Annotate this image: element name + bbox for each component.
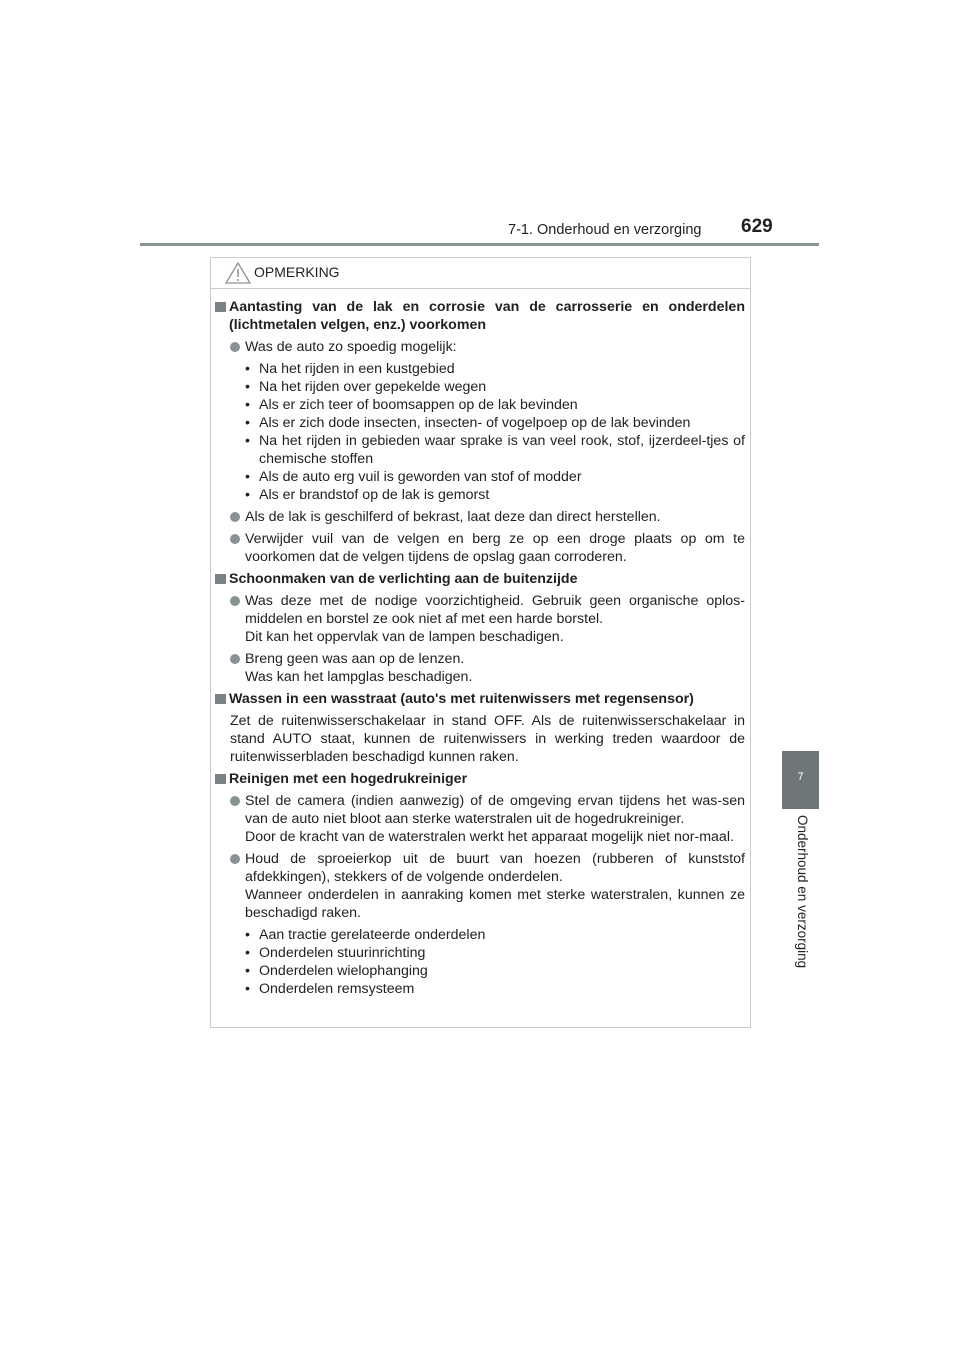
square-bullet-icon [215,574,226,584]
round-bullet-icon [230,342,240,352]
bullet-item: • Als er brandstof op de lak is gemorst [245,487,490,503]
list-item: Stel de camera (indien aanwezig) of de omgeving ervan tijdens het was-sen van de auto niet bloot aan sterke waterstralen uit de hogedrukreiniger. Door de kracht van de waterstralen werkt het apparaat mogelijk niet nor-maal. [230,792,745,846]
list-item: Breng geen was aan op de lenzen. Was kan het lampglas beschadigen. [230,650,745,686]
round-bullet-icon [230,854,240,864]
warning-triangle-icon [225,262,251,284]
bullet-list [245,360,745,504]
chapter-number: 7 [797,771,804,783]
bullet-item: • Onderdelen wielophanging [245,963,428,979]
round-bullet-icon [230,512,240,522]
chapter-label-text: Onderhoud en verzorging [795,815,810,969]
list-item: Verwijder vuil van de velgen en berg ze op een droge plaats op om te voorkomen dat de velgen tijdens de opslag gaan corroderen. [230,530,745,566]
bullet-item: • Als er zich teer of boomsappen op de lak bevinden [245,397,578,413]
bullet-item: • Aan tractie gerelateerde onderdelen [245,927,486,943]
section-heading: Reinigen met een hogedrukreiniger [215,770,745,788]
square-bullet-icon [215,302,226,312]
section-heading: Aantasting van de lak en corrosie van de carrosserie en onderdelen (lichtmetalen velgen, enz.) voorkomen [215,298,745,334]
list-item: Was de auto zo spoedig mogelijk: [230,338,745,356]
list-item: Houd de sproeierkop uit de buurt van hoezen (rubberen of kunststof afdekkingen), stekkers of de volgende onderdelen. Wanneer onderdelen in aanraking komen met sterke waterstralen, kunnen ze beschadigd raken. [230,850,745,922]
bullet-item: • Als er zich dode insecten, insecten- of vogelpoep op de lak bevinden [245,415,691,431]
chapter-label [786,815,816,990]
running-header: 7-1. Onderhoud en verzorging [508,222,702,238]
square-bullet-icon [215,774,226,784]
list-item: Was deze met de nodige voorzichtigheid. Gebruik geen organische oplos-middelen en borstel ze ook niet af met een harde borstel. Dit kan het oppervlak van de lampen beschadigen. [230,592,745,646]
header-divider [140,243,819,246]
bullet-item: • Na het rijden over gepekelde wegen [245,379,487,395]
section-heading: Schoonmaken van de verlichting aan de buitenzijde [215,570,745,588]
round-bullet-icon [230,654,240,664]
bullet-item: • Als de auto erg vuil is geworden van stof of modder [245,469,582,485]
bullet-item: • Onderdelen remsysteem [245,981,415,997]
section-heading: Wassen in een wasstraat (auto's met ruitenwissers met regensensor) [215,690,745,708]
section-paragraph: Zet de ruitenwisserschakelaar in stand OFF. Als de ruitenwisserschakelaar in stand AUTO staat, kunnen de ruitenwissers in werking treden waardoor de ruitenwisserbladen beschadigd kunnen raken. [230,713,745,765]
notice-box [210,257,751,1028]
round-bullet-icon [230,796,240,806]
square-bullet-icon [215,694,226,704]
round-bullet-icon [230,596,240,606]
bullet-list [245,926,745,998]
list-item: Als de lak is geschilferd of bekrast, laat deze dan direct herstellen. [230,508,745,526]
bullet-item: • Na het rijden in gebieden waar sprake is van veel rook, stof, ijzerdeel-tjes of chemische stoffen [245,433,745,467]
notice-content [215,298,745,1002]
page-number: 629 [741,216,773,237]
round-bullet-icon [230,534,240,544]
bullet-item: • Na het rijden in een kustgebied [245,361,455,377]
notice-title: OPMERKING [254,264,340,280]
bullet-item: • Onderdelen stuurinrichting [245,945,426,961]
chapter-tab[interactable] [782,751,819,809]
notice-header [211,258,750,289]
